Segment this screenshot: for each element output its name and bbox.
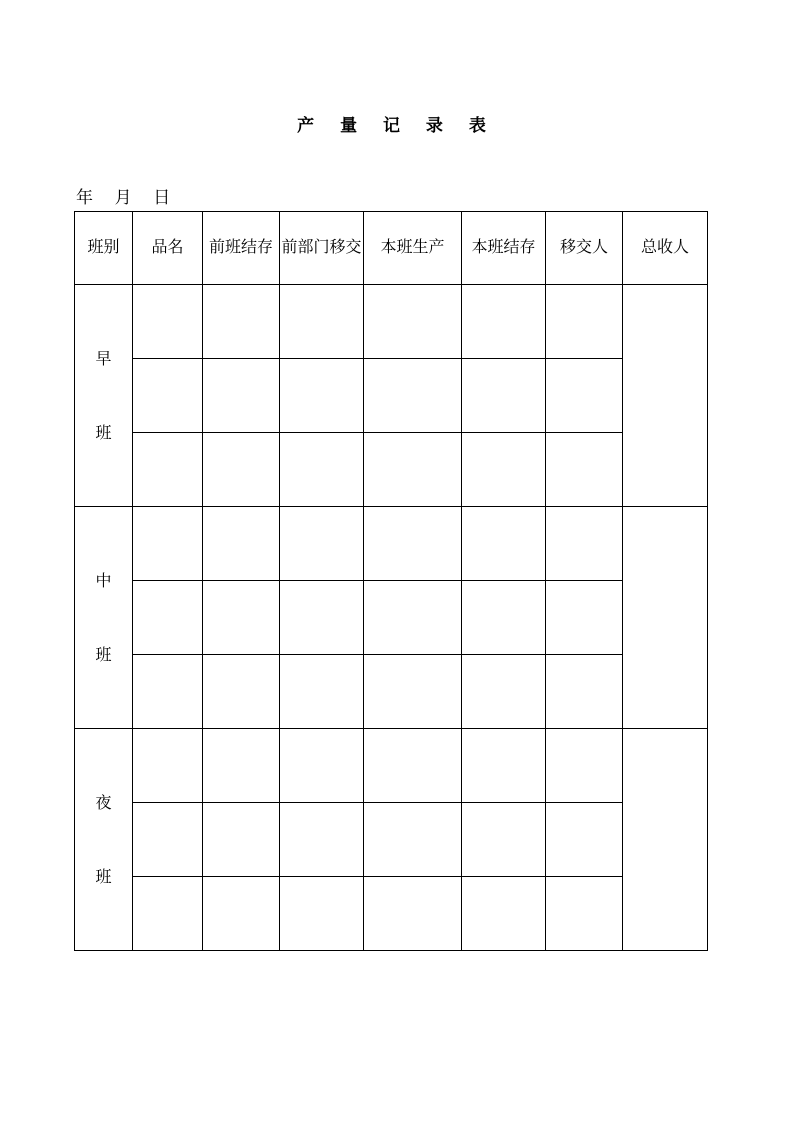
cell-current-stock[interactable]: [462, 655, 546, 729]
header-product-name: 品名: [133, 212, 203, 285]
cell-current-stock[interactable]: [462, 285, 546, 359]
cell-product-name[interactable]: [133, 285, 203, 359]
cell-product-name[interactable]: [133, 433, 203, 507]
cell-previous-dept-transfer[interactable]: [280, 359, 364, 433]
cell-current-stock[interactable]: [462, 433, 546, 507]
table-row: [75, 507, 708, 581]
cell-previous-stock[interactable]: [203, 655, 280, 729]
cell-current-stock[interactable]: [462, 359, 546, 433]
table-row: [75, 655, 708, 729]
cell-current-stock[interactable]: [462, 803, 546, 877]
shift-label-morning: [75, 285, 133, 507]
cell-previous-dept-transfer[interactable]: [280, 581, 364, 655]
cell-current-production[interactable]: [364, 285, 462, 359]
cell-receiver[interactable]: [623, 729, 708, 951]
cell-previous-stock[interactable]: [203, 433, 280, 507]
cell-transferor[interactable]: [546, 433, 623, 507]
table-row: [75, 581, 708, 655]
header-current-stock: 本班结存: [462, 212, 546, 285]
cell-previous-dept-transfer[interactable]: [280, 729, 364, 803]
cell-current-stock[interactable]: [462, 729, 546, 803]
cell-transferor[interactable]: [546, 581, 623, 655]
cell-transferor[interactable]: [546, 507, 623, 581]
table-row: [75, 877, 708, 951]
cell-product-name[interactable]: [133, 359, 203, 433]
cell-previous-dept-transfer[interactable]: [280, 877, 364, 951]
cell-receiver[interactable]: [623, 285, 708, 507]
cell-transferor[interactable]: [546, 803, 623, 877]
cell-current-stock[interactable]: [462, 581, 546, 655]
header-current-production: 本班生产: [364, 212, 462, 285]
cell-current-production[interactable]: [364, 581, 462, 655]
shift-char: 夜: [95, 792, 112, 812]
cell-current-production[interactable]: [364, 507, 462, 581]
cell-transferor[interactable]: [546, 655, 623, 729]
shift-char: 班: [95, 422, 112, 442]
cell-previous-dept-transfer[interactable]: [280, 433, 364, 507]
page-title: 产 量 记 录 表: [297, 116, 496, 136]
header-previous-stock: 前班结存: [203, 212, 280, 285]
cell-previous-stock[interactable]: [203, 285, 280, 359]
cell-current-stock[interactable]: [462, 507, 546, 581]
table-row: [75, 803, 708, 877]
cell-product-name[interactable]: [133, 729, 203, 803]
cell-previous-dept-transfer[interactable]: [280, 803, 364, 877]
cell-product-name[interactable]: [133, 507, 203, 581]
table-row: [75, 285, 708, 359]
cell-product-name[interactable]: [133, 655, 203, 729]
date-line: 年 月 日: [76, 188, 171, 208]
cell-previous-stock[interactable]: [203, 581, 280, 655]
cell-transferor[interactable]: [546, 285, 623, 359]
cell-previous-stock[interactable]: [203, 359, 280, 433]
header-transferor: 移交人: [546, 212, 623, 285]
cell-previous-dept-transfer[interactable]: [280, 655, 364, 729]
cell-transferor[interactable]: [546, 729, 623, 803]
shift-char: 班: [95, 644, 112, 664]
table-row: [75, 729, 708, 803]
cell-transferor[interactable]: [546, 359, 623, 433]
cell-product-name[interactable]: [133, 877, 203, 951]
cell-product-name[interactable]: [133, 803, 203, 877]
shift-char: 中: [95, 570, 112, 590]
shift-char: 早: [95, 348, 112, 368]
cell-previous-dept-transfer[interactable]: [280, 507, 364, 581]
header-row: [75, 212, 708, 285]
cell-current-stock[interactable]: [462, 877, 546, 951]
shift-label-middle: [75, 507, 133, 729]
cell-current-production[interactable]: [364, 433, 462, 507]
production-record-table: [74, 211, 708, 951]
header-shift: 班别: [75, 212, 133, 285]
cell-current-production[interactable]: [364, 359, 462, 433]
cell-current-production[interactable]: [364, 803, 462, 877]
cell-current-production[interactable]: [364, 877, 462, 951]
header-receiver: 总收人: [623, 212, 708, 285]
cell-previous-stock[interactable]: [203, 729, 280, 803]
cell-receiver[interactable]: [623, 507, 708, 729]
cell-product-name[interactable]: [133, 581, 203, 655]
table-row: [75, 433, 708, 507]
cell-transferor[interactable]: [546, 877, 623, 951]
cell-previous-stock[interactable]: [203, 803, 280, 877]
cell-previous-stock[interactable]: [203, 877, 280, 951]
cell-previous-stock[interactable]: [203, 507, 280, 581]
shift-label-night: [75, 729, 133, 951]
header-previous-dept-transfer: 前部门移交: [280, 212, 364, 285]
cell-current-production[interactable]: [364, 729, 462, 803]
cell-previous-dept-transfer[interactable]: [280, 285, 364, 359]
cell-current-production[interactable]: [364, 655, 462, 729]
table-row: [75, 359, 708, 433]
shift-char: 班: [95, 866, 112, 886]
